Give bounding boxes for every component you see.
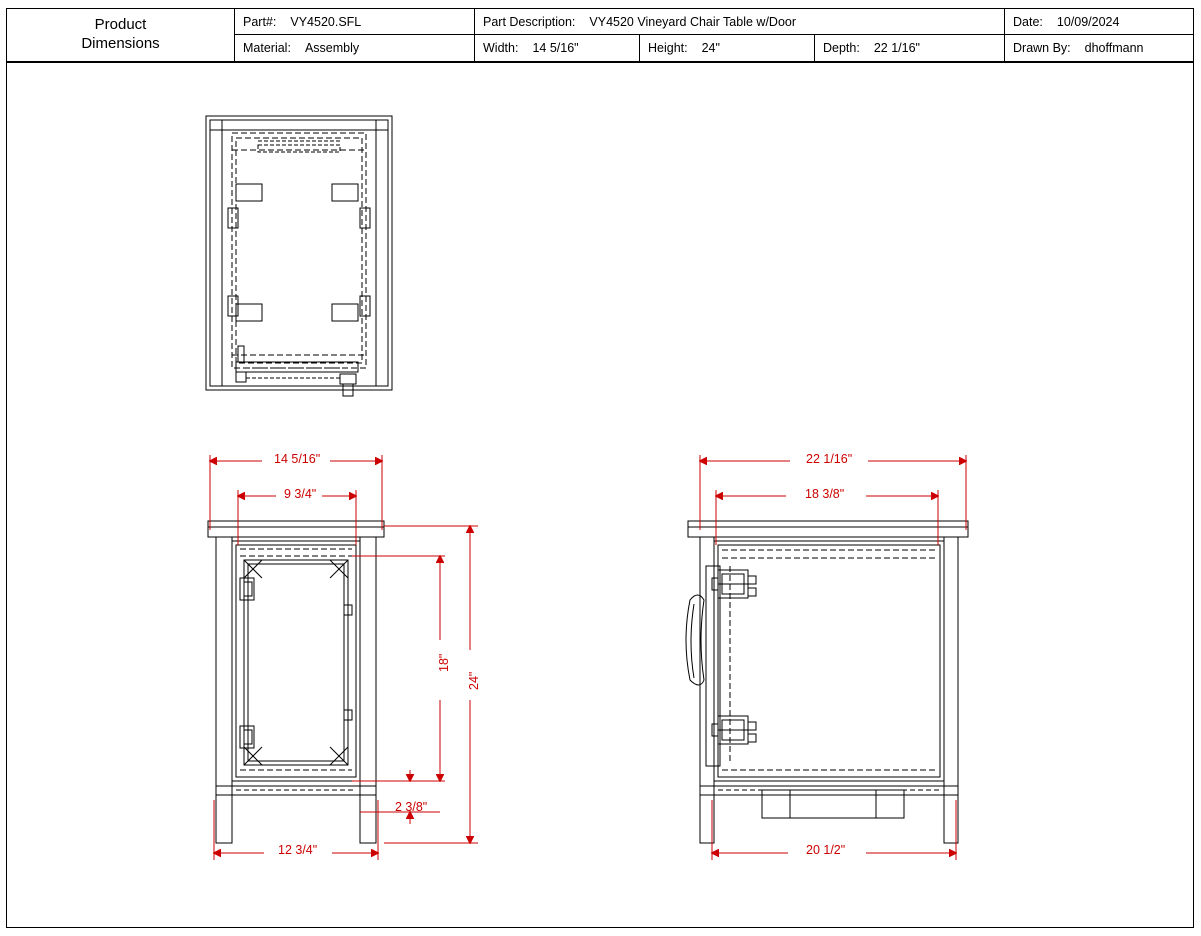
part-number-label: Part#: (243, 14, 277, 29)
date-value: 10/09/2024 (1056, 14, 1120, 29)
dim-side-inner-depth: 18 3/8" (805, 487, 845, 501)
drawn-by-value: dhoffmann (1084, 41, 1144, 55)
material-value: Assembly (304, 41, 360, 55)
dim-front-overall-height: 24" (467, 671, 481, 690)
height-label: Height: (648, 41, 688, 55)
field-part-description (475, 9, 1005, 34)
dim-front-apron-height: 2 3/8" (395, 800, 428, 814)
dim-side-overall-depth: 22 1/16" (806, 452, 853, 466)
title-block-fields (235, 9, 1193, 61)
field-width (475, 35, 640, 61)
material-label: Material: (243, 41, 291, 55)
drawn-by-label: Drawn By: (1013, 41, 1071, 55)
dim-front-base-width: 12 3/4" (278, 843, 318, 857)
width-label: Width: (483, 41, 519, 55)
title-block-row-2 (235, 35, 1193, 61)
date-label: Date: (1013, 14, 1043, 29)
drawing-frame (6, 62, 1194, 928)
part-description-label: Part Description: (483, 14, 576, 29)
title-block-row-1 (235, 9, 1193, 35)
part-description-value: VY4520 Vineyard Chair Table w/Door (589, 14, 797, 29)
part-number-value: VY4520.SFL (290, 14, 362, 29)
width-value: 14 5/16" (532, 41, 579, 55)
field-depth (815, 35, 1005, 61)
dim-side-base-depth: 20 1/2" (806, 843, 846, 857)
field-drawn-by (1005, 35, 1193, 61)
field-date (1005, 9, 1193, 34)
field-part-number (235, 9, 475, 34)
dim-front-opening-height: 18" (437, 653, 451, 672)
depth-value: 22 1/16" (873, 41, 920, 55)
title-line-1: Product (94, 16, 147, 34)
dim-front-inner-width: 9 3/4" (284, 487, 317, 501)
title-block-heading (7, 9, 235, 61)
field-material (235, 35, 475, 61)
height-value: 24" (701, 41, 720, 55)
title-block (6, 8, 1194, 62)
depth-label: Depth: (823, 41, 860, 55)
title-line-2: Dimensions (81, 35, 160, 52)
field-height (640, 35, 815, 61)
dim-front-overall-width: 14 5/16" (274, 452, 321, 466)
